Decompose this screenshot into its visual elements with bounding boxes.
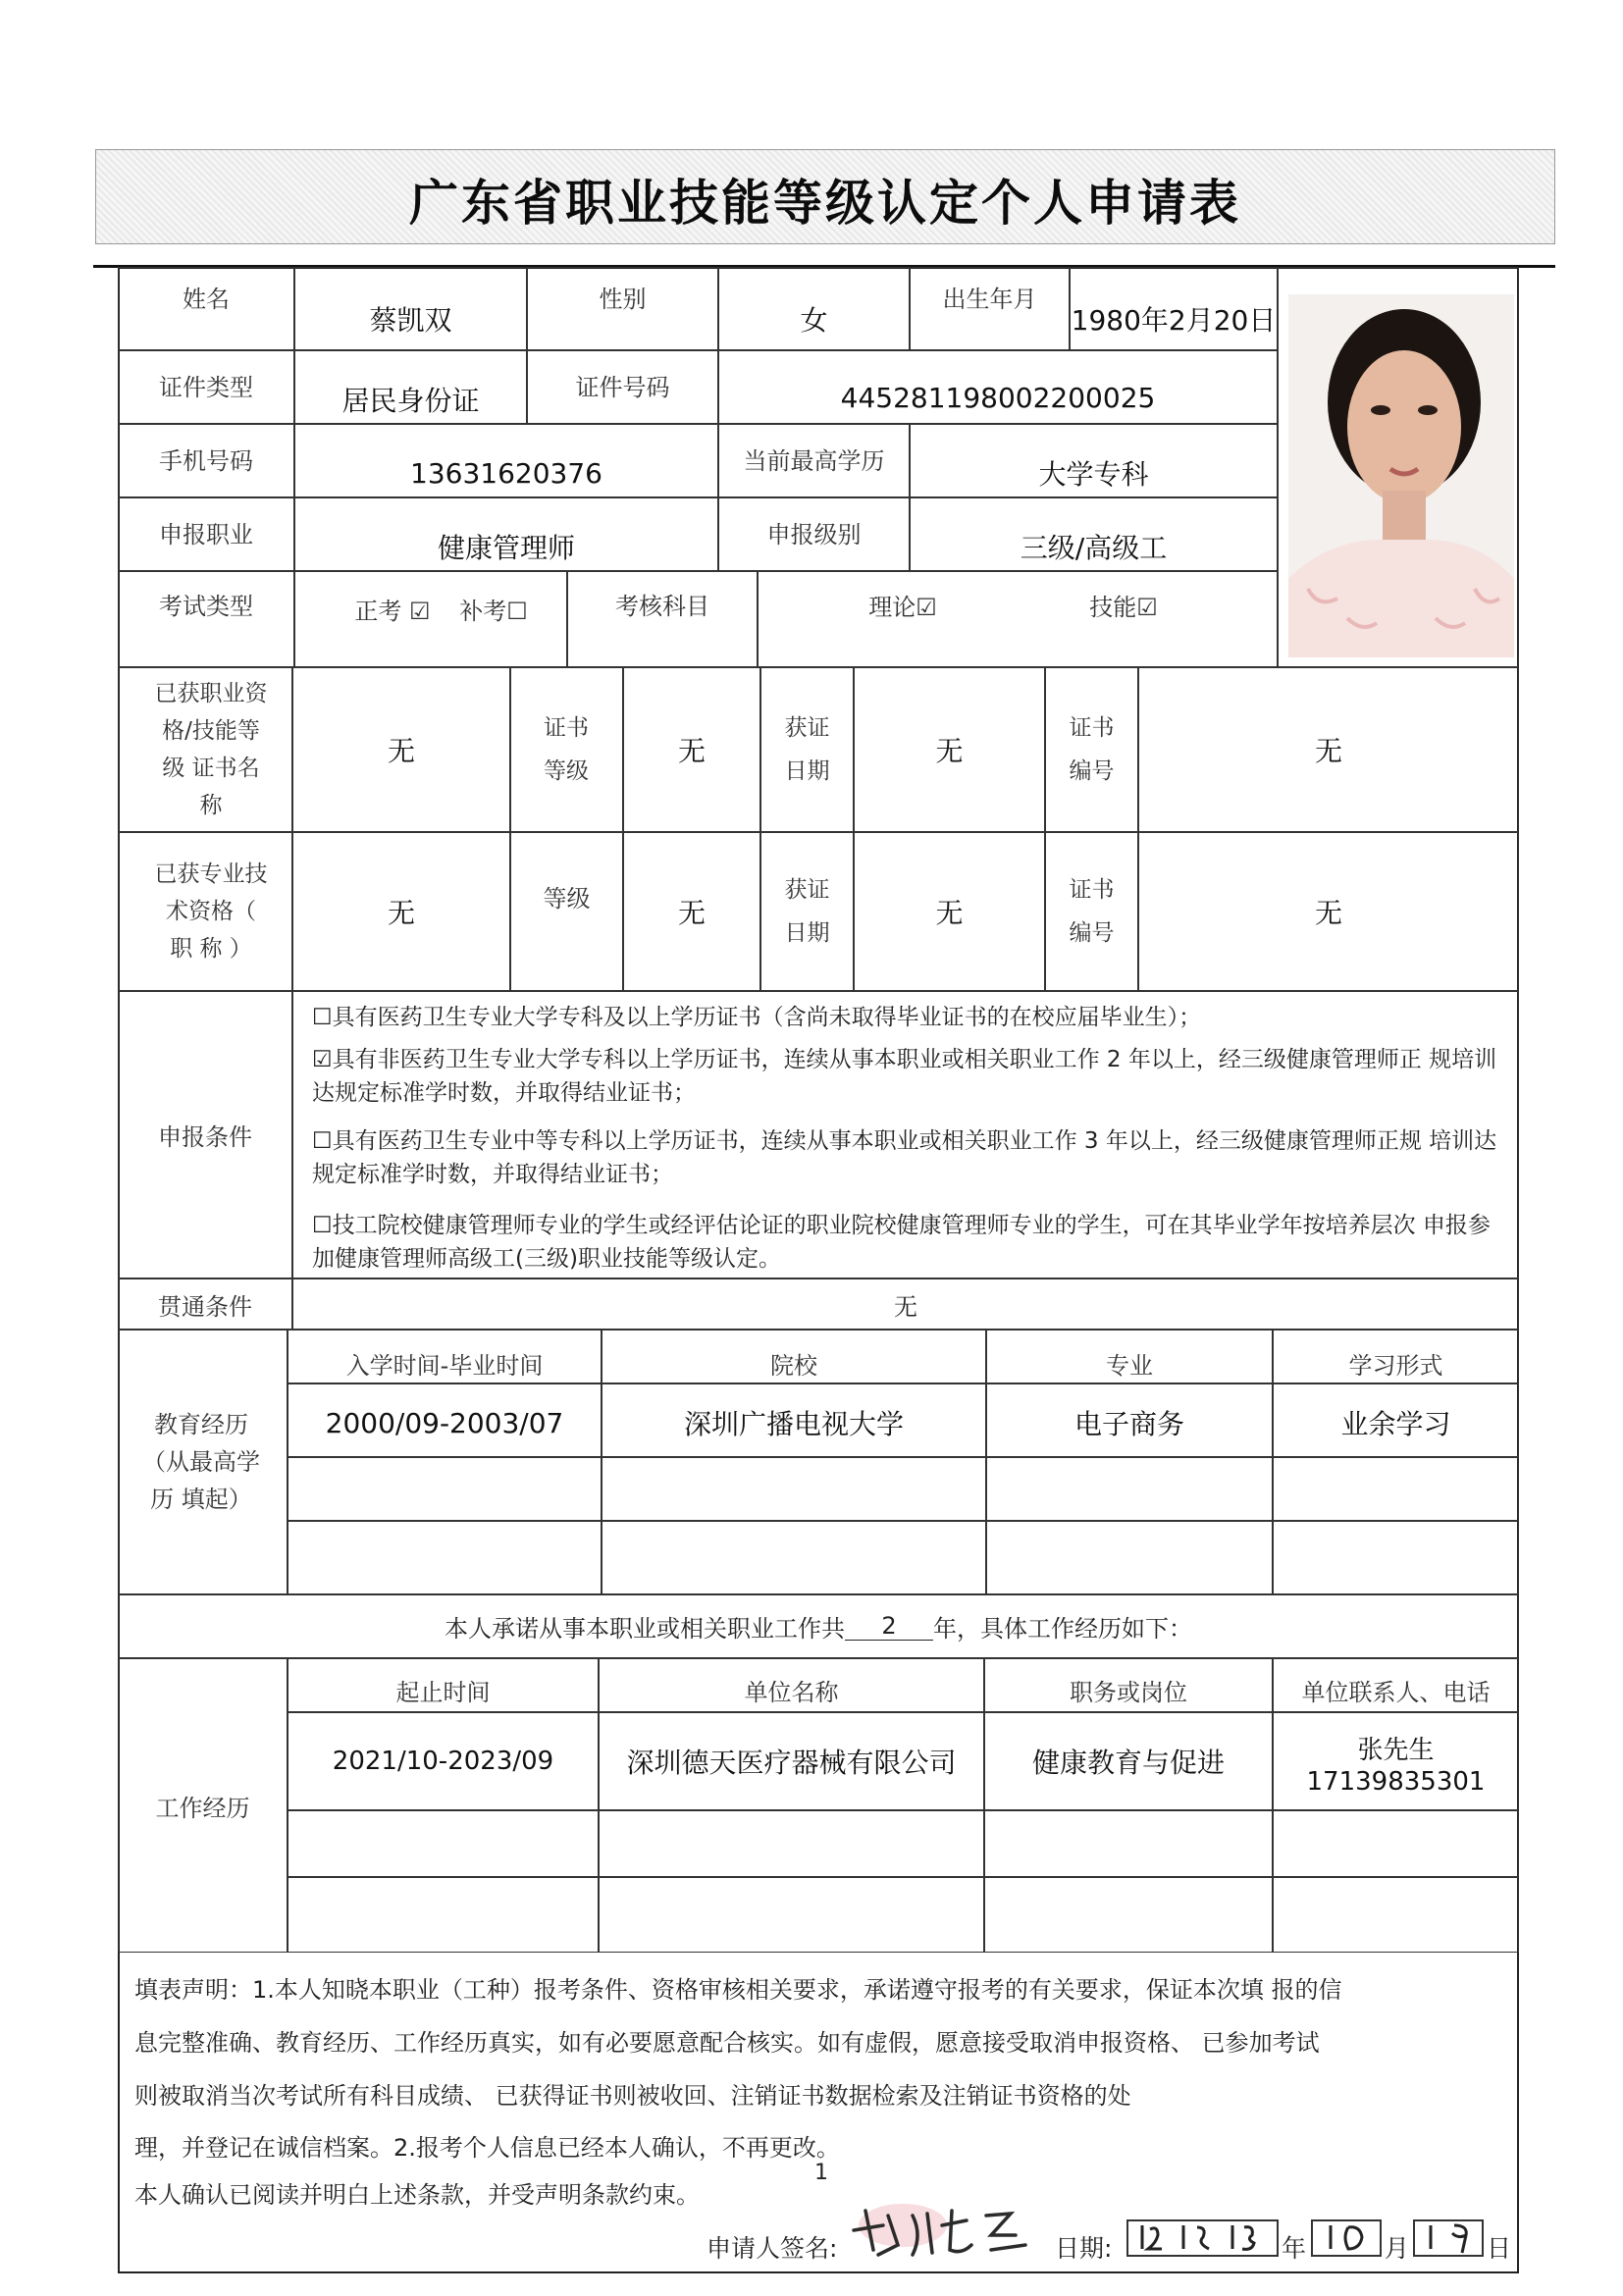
edu-header-school: 院校 [770,1352,817,1380]
declaration-line-1: 填表声明：1.本人知晓本职业（工种）报考条件、资格审核相关要求，承诺遵守报考的有关要求，保证本次填 报的信 [134,1976,1342,2004]
edu-header-major: 专业 [1106,1352,1153,1380]
date-month-handwriting [1313,2221,1380,2255]
date-day-handwriting [1415,2221,1482,2255]
skill-checkbox[interactable]: 技能☑ [1089,593,1158,621]
level-label: 申报级别 [766,520,862,548]
year-unit: 年 [1282,2234,1307,2263]
work-row2-cell-4 [1273,1810,1519,1877]
work-row1-position: 健康教育与促进 [1031,1747,1225,1779]
edu-header-time: 入学时间-毕业时间 [345,1352,544,1380]
edu-row3-cell-2 [602,1521,986,1594]
condition-item-1[interactable]: ☐具有医药卫生专业大学专科及以上学历证书（含尚未取得毕业证书的在校应届毕业生）； [312,1005,1202,1030]
declaration-line-3: 则被取消当次考试所有科目成绩、 已获得证书则被收回、注销证书数据检索及注销证书资格的处 [134,2082,1131,2110]
work-row2-cell-2 [599,1810,984,1877]
edu-row3-cell-1 [288,1521,602,1594]
promise-prefix: 本人承诺从事本职业或相关职业工作共 [445,1615,845,1643]
declaration-line-2: 息完整准确、教育经历、工作经历真实，如有必要愿意配合核实。如有虚假，愿意接受取消申报资格、 已参加考试 [134,2029,1320,2057]
birth-value: 1980年2月20日 [1071,304,1277,337]
qual2-label: 已获专业技术资格（ 职 称 ） [154,861,268,962]
subjects-label: 考核科目 [615,592,709,620]
through-label: 贯通条件 [158,1292,252,1321]
qual2-grade-value: 无 [677,897,706,929]
work-row3-cell-1 [288,1877,599,1953]
id-no-label: 证件号码 [575,373,670,401]
applicant-photo [1288,294,1514,657]
gender-value: 女 [800,304,828,337]
qual1-grade-value: 无 [677,735,706,767]
edu-label: 当前最高学历 [743,446,885,475]
form-title: 广东省职业技能等级认定个人申请表 [409,175,1241,232]
subjects-cell [758,571,1278,667]
edu-row1-major: 电子商务 [1073,1408,1184,1440]
date-day-box[interactable] [1413,2219,1484,2257]
birth-label: 出生年月 [942,285,1037,313]
sign-label: 申请人签名: [707,2234,838,2263]
level-value: 三级/高级工 [1020,532,1168,564]
qual1-date-value: 无 [935,735,964,767]
date-year-handwriting [1128,2221,1277,2255]
job-label: 申报职业 [159,520,253,548]
work-label: 工作经历 [155,1794,250,1822]
qual2-name-value: 无 [387,897,415,929]
edu-row3-cell-3 [986,1521,1273,1594]
phone-label: 手机号码 [159,446,253,475]
name-label: 姓名 [183,285,230,313]
work-row3-cell-3 [984,1877,1273,1953]
condition-item-3[interactable]: ☐具有医药卫生专业中等专科以上学历证书，连续从事本职业或相关职业工作 3 年以上，经三级健康管理师正规 培训达规定标准学时数，并取得结业证书； [312,1128,1497,1187]
edu-row3-cell-4 [1273,1521,1519,1594]
edu-value: 大学专科 [1038,458,1149,491]
edu-row2-cell-2 [602,1457,986,1521]
date-month-box[interactable] [1311,2219,1382,2257]
qual1-no-value: 无 [1314,735,1342,767]
work-header-contact: 单位联系人、电话 [1301,1679,1491,1706]
work-row2-cell-1 [288,1810,599,1877]
edu-header-mode: 学习形式 [1348,1352,1443,1380]
condition-item-4[interactable]: ☐技工院校健康管理师专业的学生或经评估论证的职业院校健康管理师专业的学生，可在其毕业学年按培养层次 申报参加健康管理师高级工(三级)职业技能等级认定。 [312,1213,1491,1272]
day-unit: 日 [1487,2234,1512,2263]
qual1-name-value: 无 [387,735,415,767]
exam-type-label: 考试类型 [159,592,253,620]
through-value: 无 [894,1292,917,1321]
edu-history-label: 教育经历（从最高学历 填起） [142,1411,260,1513]
edu-row1-time: 2000/09-2003/07 [325,1406,564,1439]
qual1-label: 已获职业资 格/技能等级 证书名称 [154,681,268,818]
work-row1-contact: 张先生 17139835301 [1306,1736,1486,1797]
work-row2-cell-3 [984,1810,1273,1877]
theory-checkbox[interactable]: 理论☑ [868,593,937,621]
qual1-date-label: 获证日期 [784,715,830,784]
work-row3-cell-4 [1273,1877,1519,1953]
qual2-no-value: 无 [1314,897,1342,929]
qual2-date-label: 获证日期 [784,877,830,946]
work-row3-cell-2 [599,1877,984,1953]
qual1-grade-label: 证书等级 [544,715,589,784]
id-type-label: 证件类型 [159,373,253,401]
phone-value: 13631620376 [410,456,602,490]
conditions-label: 申报条件 [158,1123,252,1151]
promise-suffix: 年，具体工作经历如下： [933,1615,1192,1643]
declaration-line-4: 理，并登记在诚信档案。2.报考个人信息已经本人确认，不再更改。 [134,2134,840,2162]
edu-row2-cell-4 [1273,1457,1519,1521]
qual2-date-value: 无 [935,897,964,929]
work-header-position: 职务或岗位 [1070,1679,1187,1706]
exam-retake-checkbox[interactable]: 补考☐ [459,597,528,625]
gender-label: 性别 [599,285,647,313]
work-row1-time: 2021/10-2023/09 [332,1747,554,1776]
work-row1-company: 深圳德天医疗器械有限公司 [626,1747,957,1779]
month-unit: 月 [1385,2234,1410,2263]
qual2-grade-label: 等级 [543,884,591,913]
date-label: 日期: [1055,2234,1113,2263]
edu-row1-mode: 业余学习 [1340,1408,1451,1440]
date-year-box[interactable] [1126,2219,1279,2257]
title-banner [95,149,1555,244]
name-value: 蔡凯双 [369,304,452,337]
edu-row2-cell-1 [288,1457,602,1521]
promise-line [118,1594,1519,1658]
id-no-value: 445281198002200025 [840,381,1156,414]
qual1-no-label: 证书编号 [1069,715,1115,784]
page-number: 1 [814,2161,828,2185]
declaration-line-5: 本人确认已阅读并明白上述条款，并受声明条款约束。 [134,2181,700,2209]
edu-row1-school: 深圳广播电视大学 [683,1408,904,1440]
job-value: 健康管理师 [437,532,575,564]
promise-years: 2 [845,1612,933,1641]
work-header-time: 起止时间 [395,1679,491,1706]
work-header-company: 单位名称 [744,1679,839,1706]
handwritten-signature[interactable] [844,2196,1040,2265]
exam-normal-checkbox[interactable]: 正考 ☑ [354,597,431,625]
edu-row2-cell-3 [986,1457,1273,1521]
condition-item-2[interactable]: ☑具有非医药卫生专业大学专科以上学历证书，连续从事本职业或相关职业工作 2 年以上，经三级健康管理师正 规培训达规定标准学时数，并取得结业证书； [312,1047,1497,1106]
qual2-no-label: 证书编号 [1069,877,1115,946]
id-type-value: 居民身份证 [341,385,480,417]
